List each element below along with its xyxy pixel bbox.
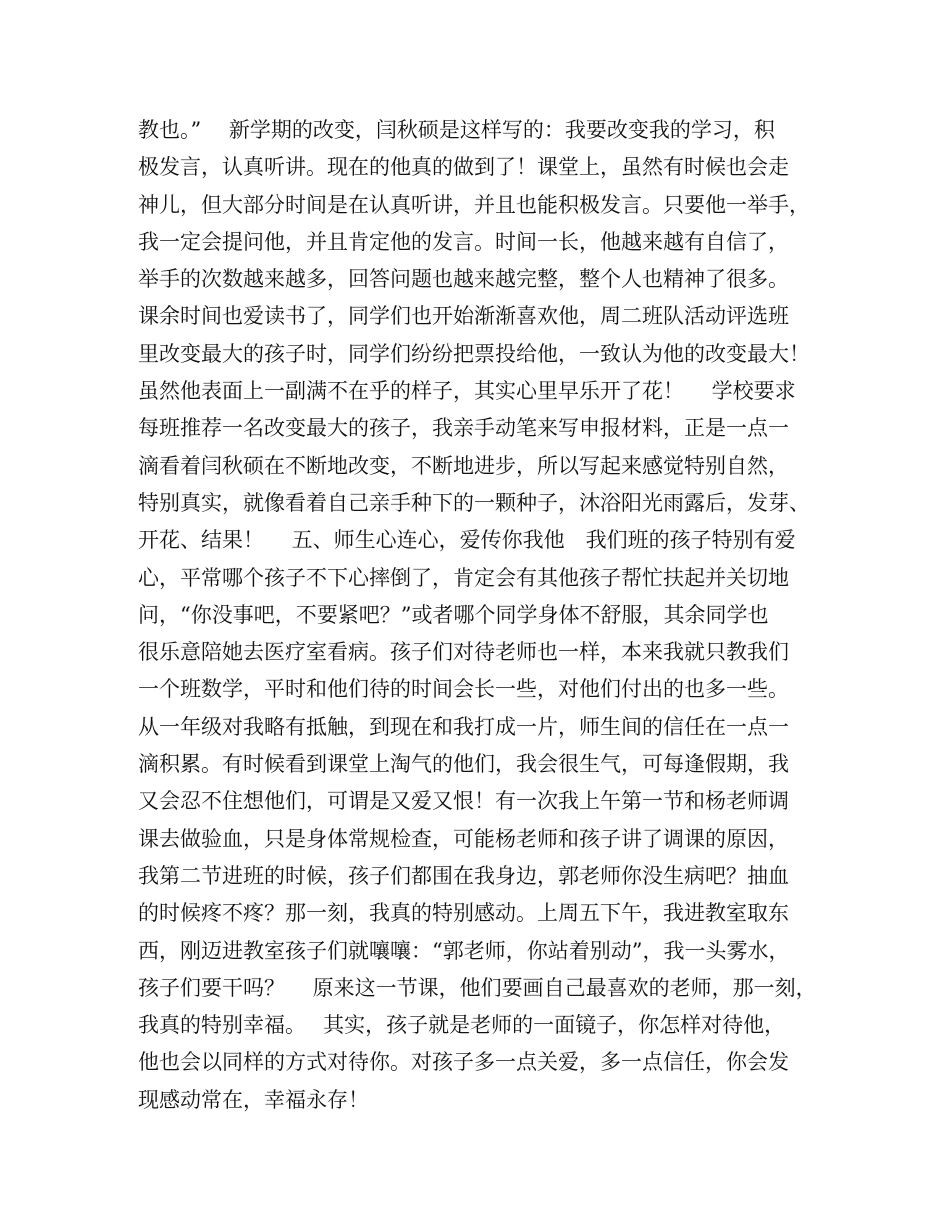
text-line: 开花、结果！ 五、师生心连心，爱传你我他 我们班的孩子特别有爱 (138, 528, 796, 553)
text-line: 滴积累。有时候看到课堂上淘气的他们，我会很生气，可每逢假期，我 (138, 752, 789, 777)
text-line: 特别真实，就像看着自己亲手种下的一颗种子，沐浴阳光雨露后，发芽、 (138, 490, 810, 515)
text-line: 心，平常哪个孩子不下心摔倒了，肯定会有其他孩子帮忙扶起并关切地 (138, 565, 789, 590)
text-line: 他也会以同样的方式对待你。对孩子多一点关爱，多一点信任，你会发 (138, 1050, 789, 1075)
text-line: 从一年级对我略有抵触，到现在和我打成一片，师生间的信任在一点一 (138, 714, 789, 739)
text-line: 我第二节进班的时候，孩子们都围在我身边，郭老师你没生病吧？抽血 (138, 863, 789, 888)
text-line: 一个班数学，平时和他们待的时间会长一些，对他们付出的也多一些。 (138, 677, 789, 702)
body-text (138, 112, 828, 1119)
text-line: 我真的特别幸福。 其实，孩子就是老师的一面镜子，你怎样对待他， (138, 1013, 786, 1038)
text-line: 现感动常在，幸福永存！ (138, 1087, 369, 1112)
text-line: 又会忍不住想他们，可谓是又爱又恨！有一次我上午第一节和杨老师调 (138, 789, 789, 814)
text-line: 虽然他表面上一副满不在乎的样子，其实心里早乐开了花！ 学校要求 (138, 379, 796, 404)
text-line: 每班推荐一名改变最大的孩子，我亲手动笔来写申报材料，正是一点一 (138, 416, 789, 441)
text-line: 问，“你没事吧，不要紧吧？”或者哪个同学身体不舒服，其余同学也 (138, 602, 769, 627)
text-line: 我一定会提问他，并且肯定他的发言。时间一长，他越来越有自信了， (138, 229, 789, 254)
text-line: 西，刚迈进教室孩子们就嚷嚷：“郭老师，你站着别动”，我一头雾水， (138, 938, 790, 963)
text-line: 里改变最大的孩子时，同学们纷纷把票投给他，一致认为他的改变最大！ (138, 341, 810, 366)
text-line: 很乐意陪她去医疗室看病。孩子们对待老师也一样，本来我就只教我们 (138, 640, 789, 665)
text-line: 滴看着闫秋硕在不断地改变，不断地进步，所以写起来感觉特别自然， (138, 453, 789, 478)
text-line: 的时候疼不疼？那一刻，我真的特别感动。上周五下午，我进教室取东 (138, 901, 789, 926)
text-line: 教也。” 新学期的改变，闫秋硕是这样写的：我要改变我的学习，积 (138, 118, 775, 142)
text-line: 举手的次数越来越多，回答问题也越来越完整，整个人也精神了很多。 (138, 267, 789, 292)
text-line: 极发言，认真听讲。现在的他真的做到了！课堂上，虽然有时候也会走 (138, 155, 789, 180)
text-line: 孩子们要干吗？ 原来这一节课，他们要画自己最喜欢的老师，那一刻， (138, 975, 817, 1000)
text-line: 课去做验血，只是身体常规检查，可能杨老师和孩子讲了调课的原因， (138, 826, 789, 851)
text-line: 神儿，但大部分时间是在认真听讲，并且也能积极发言。只要他一举手， (138, 192, 810, 217)
text-line: 课余时间也爱读书了，同学们也开始渐渐喜欢他，周二班队活动评选班 (138, 304, 789, 329)
